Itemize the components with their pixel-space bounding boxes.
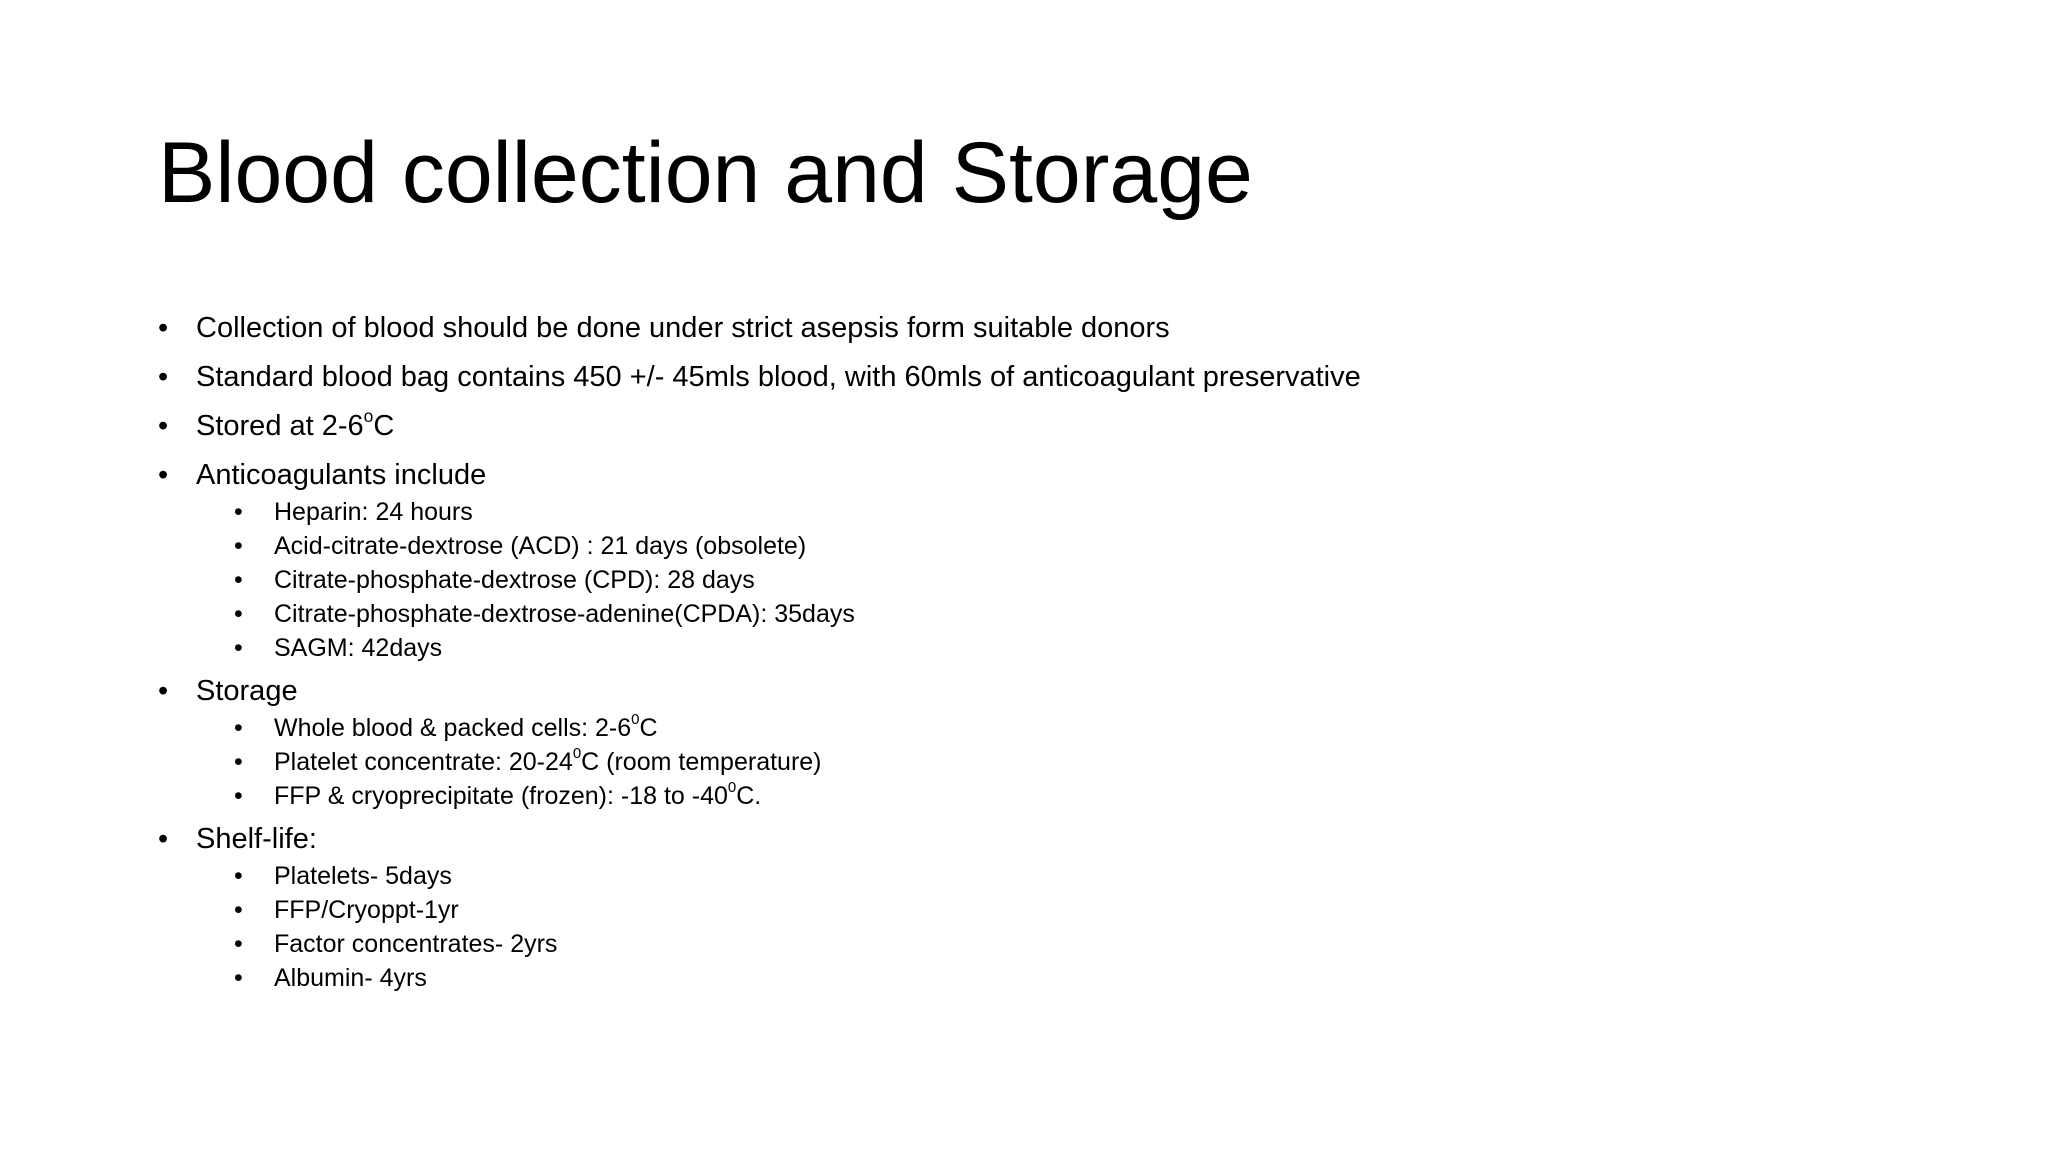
- sub-bullet-item: [158, 893, 1958, 927]
- sub-bullet-item: [158, 859, 1958, 893]
- bullet-icon: •: [158, 410, 169, 442]
- bullet-text: Storage: [196, 675, 298, 707]
- bullet-item-standard-bag: [158, 357, 1958, 397]
- slide-title: Blood collection and Storage: [158, 125, 1253, 221]
- sub-bullet-item: [158, 529, 1958, 563]
- sub-bullet-text: Heparin: 24 hours: [274, 498, 473, 526]
- bullet-text: Collection of blood should be done under strict asepsis form suitable donors: [196, 312, 1170, 344]
- sub-bullet-icon: •: [234, 964, 243, 992]
- sub-bullet-text: [274, 745, 822, 776]
- sub-bullet-icon: •: [234, 930, 243, 958]
- sub-bullet-item: [158, 927, 1958, 961]
- sub-bullet-icon: •: [234, 532, 243, 560]
- bullet-item-stored: [158, 406, 1958, 446]
- sub-bullet-text: Albumin- 4yrs: [274, 964, 427, 992]
- sub-bullet-text: [274, 711, 658, 742]
- sub-bullet-text: SAGM: 42days: [274, 634, 443, 662]
- sub-bullet-item-whole-blood: [158, 711, 1958, 745]
- bullet-text: Anticoagulants include: [196, 459, 487, 491]
- sub-bullet-icon: •: [234, 634, 243, 662]
- sub-bullet-text: Citrate-phosphate-dextrose-adenine(CPDA): 35days: [274, 600, 855, 628]
- sub-bullet-icon: •: [234, 896, 243, 924]
- sub-bullet-text: [274, 779, 762, 810]
- sub-bullet-icon: •: [234, 566, 243, 594]
- stored-suffix: C: [373, 410, 395, 442]
- text-suffix: C (room temperature): [581, 748, 822, 776]
- anticoagulants-sublist: [158, 495, 1958, 665]
- degree-superscript: 0: [631, 711, 640, 729]
- sub-bullet-item: [158, 631, 1958, 665]
- sub-bullet-icon: •: [234, 498, 243, 526]
- stored-prefix: Stored at 2-6: [196, 410, 364, 442]
- bullet-text: Standard blood bag contains 450 +/- 45mls blood, with 60mls of anticoagulant preservative: [196, 361, 1361, 393]
- bullet-item-storage: [158, 671, 1958, 711]
- sub-bullet-icon: •: [234, 862, 243, 890]
- degree-superscript: o: [363, 405, 374, 426]
- sub-bullet-item: [158, 597, 1958, 631]
- sub-bullet-item: [158, 495, 1958, 529]
- sub-bullet-text: Citrate-phosphate-dextrose (CPD): 28 days: [274, 566, 755, 594]
- sub-bullet-icon: •: [234, 600, 243, 628]
- bullet-icon: •: [158, 459, 169, 491]
- degree-superscript: 0: [572, 745, 582, 763]
- text-prefix: Whole blood & packed cells: 2-6: [274, 714, 632, 742]
- bullet-icon: •: [158, 361, 169, 393]
- text-prefix: FFP & cryoprecipitate (frozen): -18 to -40: [274, 782, 728, 810]
- text-prefix: Platelet concentrate: 20-24: [274, 748, 573, 776]
- sub-bullet-text: Factor concentrates- 2yrs: [274, 930, 558, 958]
- sub-bullet-item-ffp: [158, 779, 1958, 813]
- sub-bullet-item-platelet: [158, 745, 1958, 779]
- bullet-list: [158, 308, 1958, 1001]
- sub-bullet-text: Acid-citrate-dextrose (ACD) : 21 days (obsolete): [274, 532, 807, 560]
- bullet-item-anticoagulants: [158, 455, 1958, 495]
- bullet-icon: •: [158, 823, 169, 855]
- sub-bullet-icon: •: [234, 782, 243, 810]
- bullet-icon: •: [158, 312, 169, 344]
- text-suffix: C: [639, 714, 658, 742]
- sub-bullet-icon: •: [234, 748, 243, 776]
- degree-superscript: 0: [727, 779, 737, 797]
- sub-bullet-text: FFP/Cryoppt-1yr: [274, 896, 459, 924]
- sub-bullet-item: [158, 563, 1958, 597]
- bullet-text: Shelf-life:: [196, 823, 317, 855]
- bullet-icon: •: [158, 675, 169, 707]
- sub-bullet-icon: •: [234, 714, 243, 742]
- sub-bullet-item: [158, 961, 1958, 995]
- sub-bullet-text: Platelets- 5days: [274, 862, 452, 890]
- storage-sublist: [158, 711, 1958, 813]
- text-suffix: C.: [736, 782, 762, 810]
- bullet-item-shelf-life: [158, 819, 1958, 859]
- shelf-life-sublist: [158, 859, 1958, 995]
- bullet-text: [196, 405, 395, 442]
- bullet-item-collection: [158, 308, 1958, 348]
